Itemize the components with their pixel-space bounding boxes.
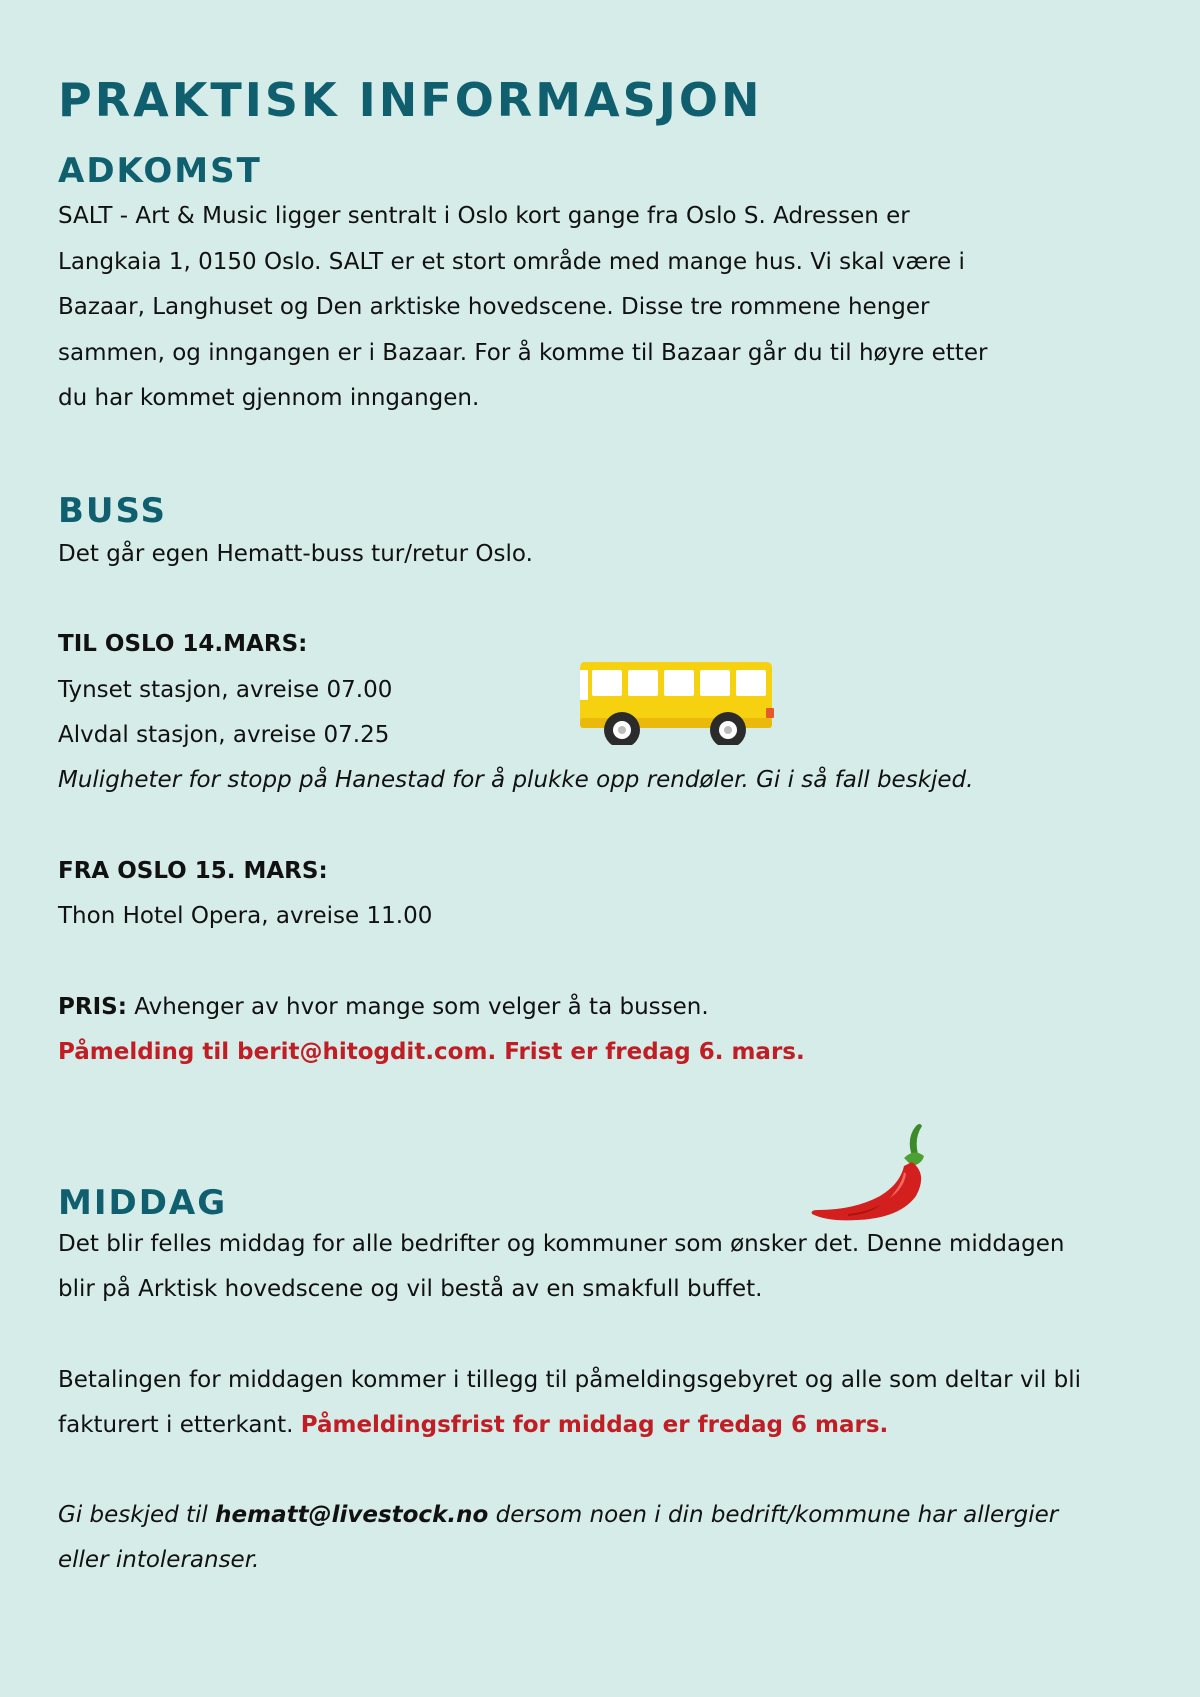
til-oslo-note: Muligheter for stopp på Hanestad for å plukke opp rendøler. Gi i så fall beskjed. bbox=[58, 767, 974, 793]
pris-label: PRIS: bbox=[58, 994, 127, 1020]
page-content bbox=[58, 70, 1158, 1573]
middag-line-2: blir på Arktisk hovedscene og vil bestå av en smakfull buffet. bbox=[58, 1276, 763, 1302]
adkomst-line-1: SALT - Art & Music ligger sentralt i Oslo kort gange fra Oslo S. Adressen er bbox=[58, 203, 910, 229]
adkomst-line-4: sammen, og inngangen er i Bazaar. For å komme til Bazaar går du til høyre etter bbox=[58, 339, 988, 366]
betaling-line-1: Betalingen for middagen kommer i tillegg til påmeldingsgebyret og alle som deltar vil bli bbox=[58, 1367, 1082, 1393]
allergi-line-1 bbox=[58, 1493, 1058, 1539]
middag-line-1: Det blir felles middag for alle bedrifter og kommuner som ønsker det. Denne middagen bbox=[58, 1231, 1065, 1257]
allergi-line-2: eller intoleranser. bbox=[58, 1547, 260, 1573]
til-oslo-line-2: Alvdal stasjon, avreise 07.25 bbox=[58, 722, 390, 748]
til-oslo-heading: TIL OSLO 14.MARS: bbox=[58, 631, 308, 657]
chili-icon bbox=[808, 1118, 933, 1223]
betaling-text: fakturert i etterkant. bbox=[58, 1412, 301, 1438]
adkomst-line-3: Bazaar, Langhuset og Den arktiske hovedscene. Disse tre rommene henger bbox=[58, 294, 930, 320]
middag-heading: MIDDAG bbox=[58, 1183, 228, 1223]
adkomst-line-5: du har kommet gjennom inngangen. bbox=[58, 385, 480, 411]
buss-intro: Det går egen Hematt-buss tur/retur Oslo. bbox=[58, 541, 533, 567]
betaling-line-2 bbox=[58, 1403, 888, 1449]
adkomst-line-2: Langkaia 1, 0150 Oslo. SALT er et stort område med mange hus. Vi skal være i bbox=[58, 248, 965, 275]
section-buss bbox=[58, 488, 1158, 1065]
buss-heading: BUSS bbox=[58, 491, 167, 531]
middag-frist: Påmeldingsfrist for middag er fredag 6 mars. bbox=[300, 1412, 889, 1438]
fra-oslo-heading: FRA OSLO 15. MARS: bbox=[58, 858, 328, 884]
allergi-pre: Gi beskjed til bbox=[58, 1502, 216, 1528]
allergi-email: hematt@livestock.no bbox=[215, 1502, 489, 1528]
page-title: PRAKTISK INFORMASJON bbox=[58, 73, 763, 127]
section-middag bbox=[58, 1180, 1158, 1573]
pris-text: Avhenger av hvor mange som velger å ta bussen. bbox=[126, 994, 709, 1020]
section-adkomst bbox=[58, 148, 1158, 422]
allergi-post: dersom noen i din bedrift/kommune har allergier bbox=[488, 1502, 1059, 1528]
bus-icon bbox=[570, 590, 775, 745]
til-oslo-line-1: Tynset stasjon, avreise 07.00 bbox=[58, 677, 393, 703]
adkomst-heading: ADKOMST bbox=[58, 151, 262, 191]
pris-line bbox=[58, 985, 709, 1031]
pamelding-buss: Påmelding til berit@hitogdit.com. Frist er fredag 6. mars. bbox=[58, 1039, 805, 1065]
fra-oslo-line-1: Thon Hotel Opera, avreise 11.00 bbox=[58, 903, 433, 929]
